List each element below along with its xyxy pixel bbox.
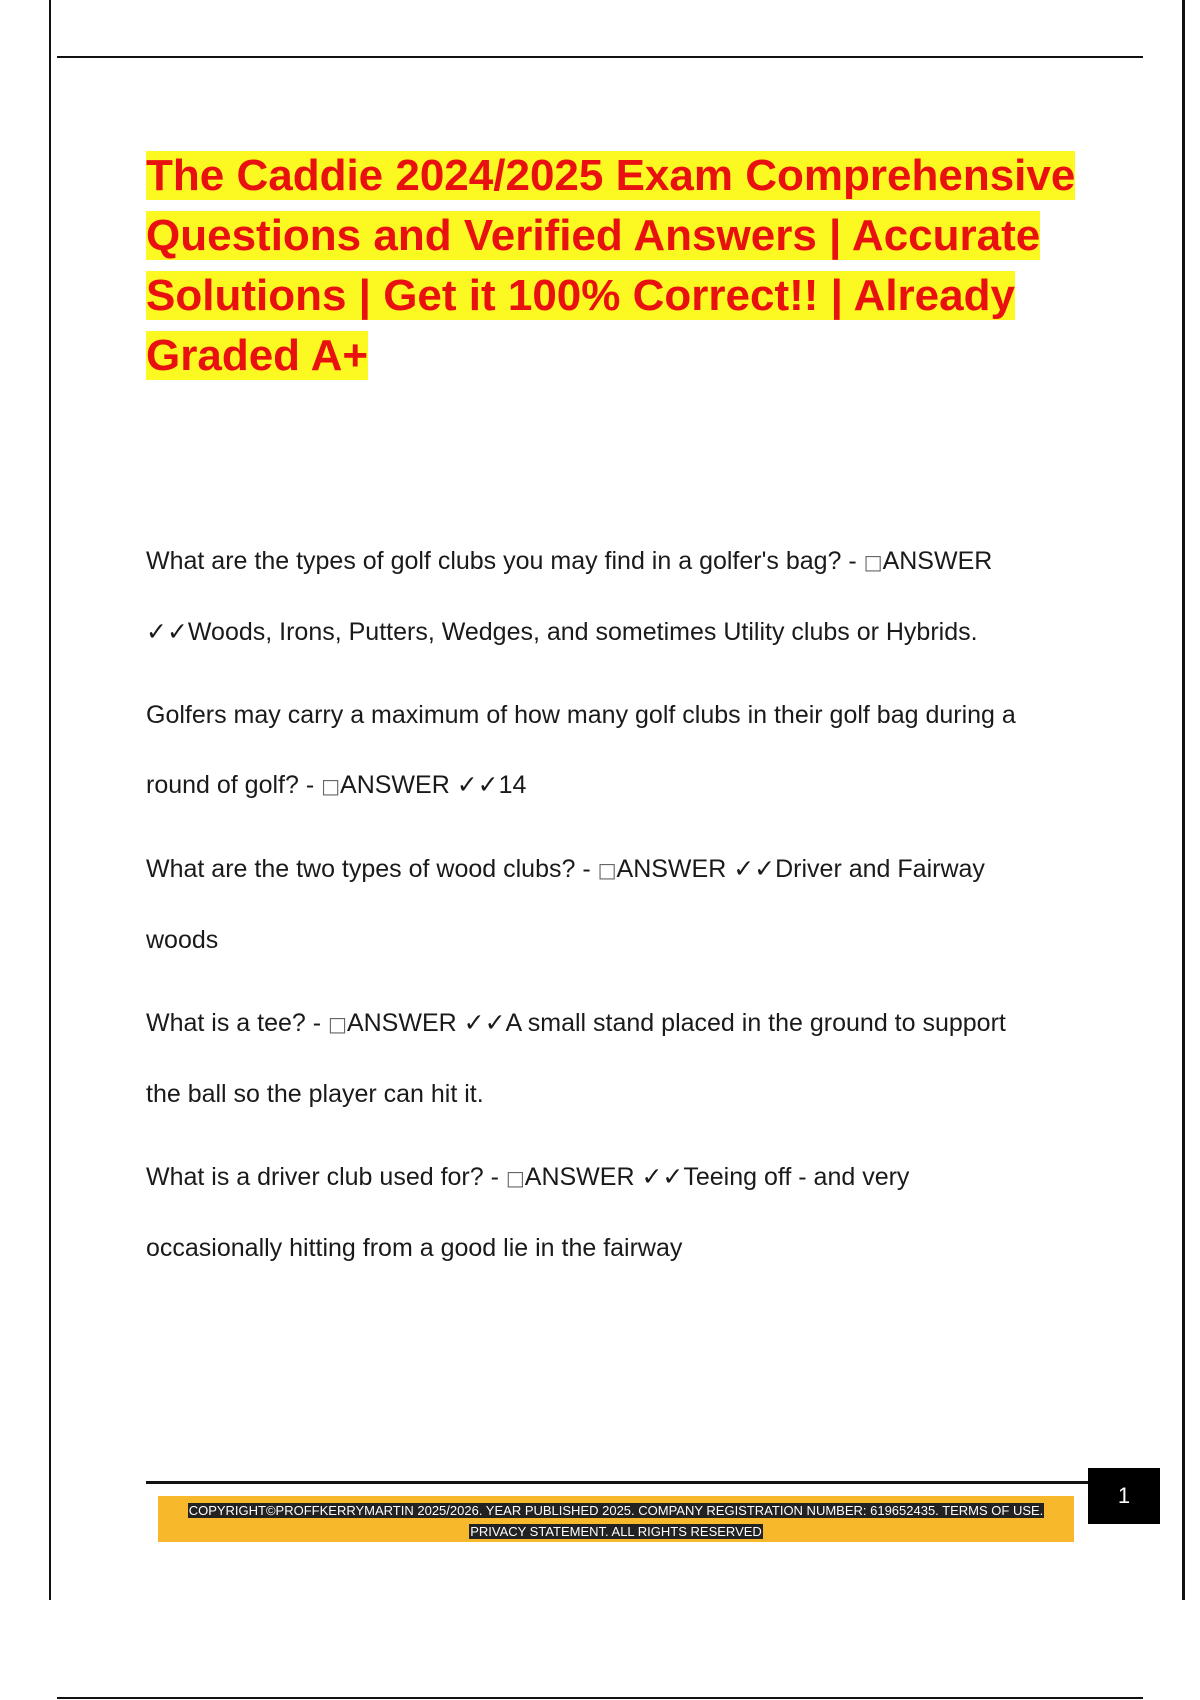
answer-marker: ANSWER xyxy=(882,547,993,575)
checkbox-glyph-icon: □ xyxy=(328,1012,347,1036)
qa-item xyxy=(146,526,1046,667)
question-text: What is a driver club used for? - xyxy=(146,1163,499,1191)
qa-item xyxy=(146,988,1046,1129)
double-check-icon: ✓✓ xyxy=(463,1008,506,1037)
double-check-icon: ✓✓ xyxy=(456,770,499,799)
top-divider xyxy=(57,56,1143,58)
double-check-icon: ✓✓ xyxy=(733,854,776,883)
page-number: 1 xyxy=(1088,1468,1160,1524)
copyright-notice xyxy=(158,1500,1074,1542)
answer-text: A small stand placed in the ground to support the ball so the player can hit it. xyxy=(146,1009,1006,1108)
double-check-icon: ✓✓ xyxy=(641,1162,684,1191)
document-title xyxy=(146,146,1076,386)
answer-marker: ANSWER xyxy=(524,1163,635,1191)
answer-text: Driver and Fairway woods xyxy=(146,855,985,954)
answer-text: 14 xyxy=(498,771,527,799)
question-text: What is a tee? - xyxy=(146,1009,322,1037)
checkbox-glyph-icon: □ xyxy=(863,550,883,574)
copyright-line-1: COPYRIGHT©PROFFKERRYMARTIN 2025/2026. YEAR PUBLISHED 2025. COMPANY REGISTRATION NUMBER: 619652435. TERMS OF USE. xyxy=(188,1503,1044,1518)
qa-item xyxy=(146,680,1046,821)
copyright-line-2: PRIVACY STATEMENT. ALL RIGHTS RESERVED xyxy=(470,1524,762,1539)
answer-marker: ANSWER xyxy=(340,771,450,799)
answer-text: Woods, Irons, Putters, Wedges, and sometimes Utility clubs or Hybrids. xyxy=(187,618,978,646)
page-border-left xyxy=(49,0,51,1600)
document-title-text: The Caddie 2024/2025 Exam Comprehensive Questions and Verified Answers | Accurate Solutions | Get it 100% Correct!! | Already Graded A+ xyxy=(146,151,1076,380)
answer-marker: ANSWER xyxy=(616,855,727,883)
double-check-icon: ✓✓ xyxy=(146,617,188,646)
question-text: Golfers may carry a maximum of how many golf clubs in their golf bag during a round of golf? - xyxy=(146,701,1016,799)
page-border-right xyxy=(1182,0,1185,1600)
question-text: What are the two types of wood clubs? - xyxy=(146,855,591,883)
question-text: What are the types of golf clubs you may find in a golfer's bag? - xyxy=(146,547,857,575)
answer-marker: ANSWER xyxy=(346,1009,457,1037)
checkbox-glyph-icon: □ xyxy=(321,774,341,798)
qa-list xyxy=(146,526,1046,1296)
qa-item xyxy=(146,1142,1046,1283)
footer-divider xyxy=(146,1481,1092,1484)
answer-text: Teeing off - and very occasionally hitting from a good lie in the fairway xyxy=(146,1163,910,1262)
bottom-divider xyxy=(57,1697,1143,1699)
checkbox-glyph-icon: □ xyxy=(597,858,617,882)
qa-item xyxy=(146,834,1046,975)
checkbox-glyph-icon: □ xyxy=(505,1166,525,1190)
